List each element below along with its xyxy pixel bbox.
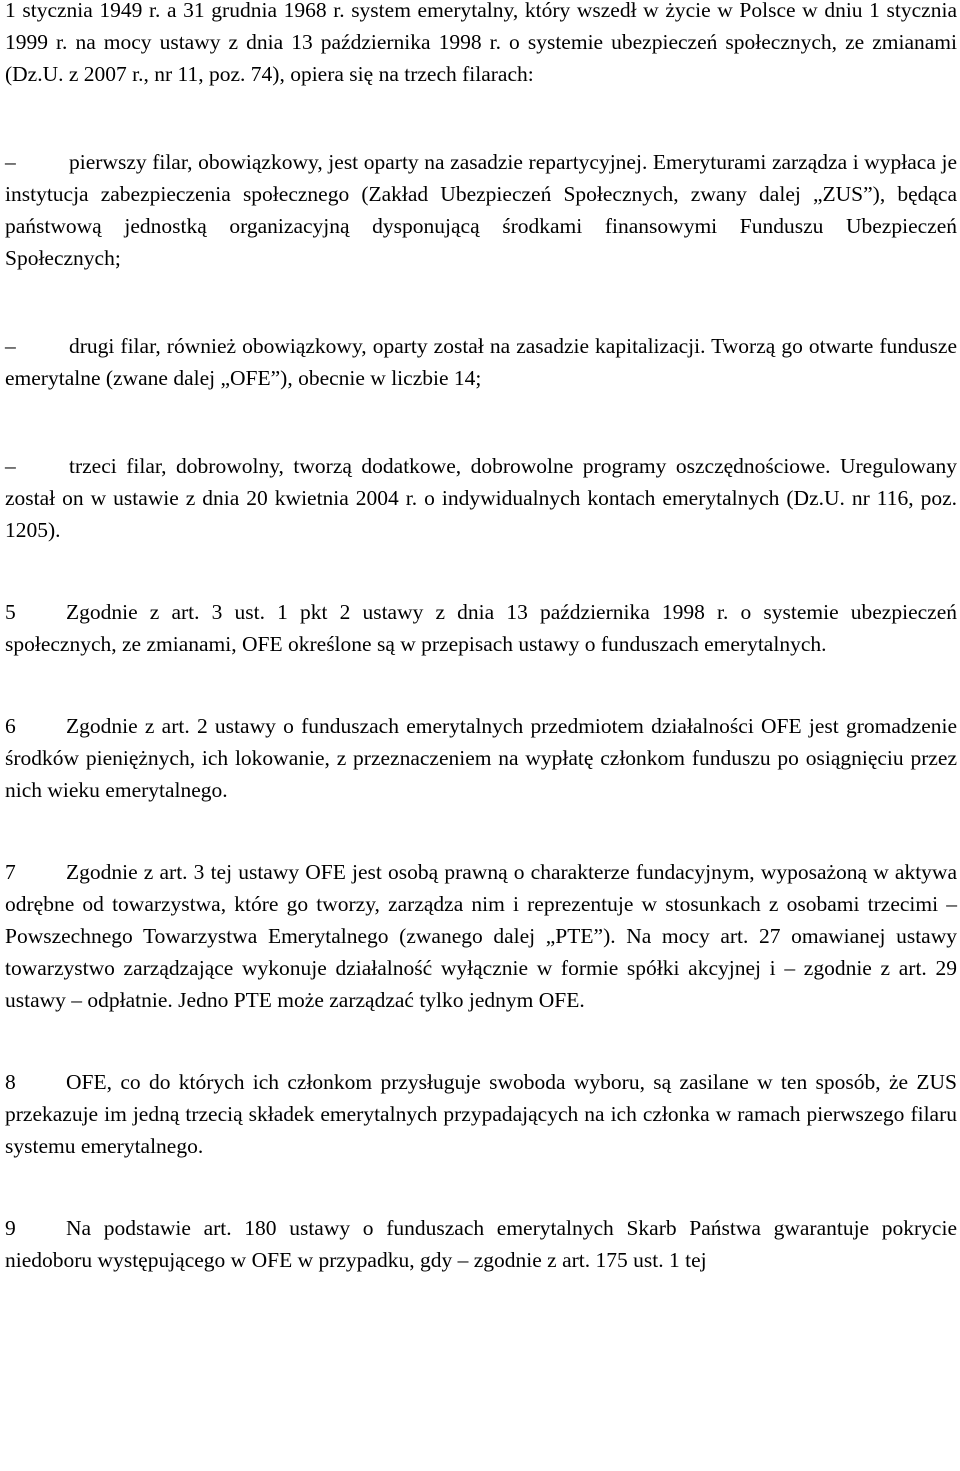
bullet-first-pillar xyxy=(5,146,957,274)
footnote-text: Na podstawie art. 180 ustawy o funduszach emerytalnych Skarb Państwa gwarantuje pokrycie niedoboru występującego w OFE w przypadku, gdy – zgodnie z art. 175 ust. 1 tej xyxy=(5,1216,957,1272)
footnote-text: Zgodnie z art. 2 ustawy o funduszach emerytalnych przedmiotem działalności OFE jest gromadzenie środków pieniężnych, ich lokowanie, z przeznaczeniem na wypłatę członkom funduszu po osiągnięciu przez nich wieku emerytalnego. xyxy=(5,714,957,802)
footnote-8 xyxy=(5,1066,957,1162)
document-page xyxy=(5,0,957,1276)
intro-paragraph: 1 stycznia 1949 r. a 31 grudnia 1968 r. system emerytalny, który wszedł w życie w Polsce w dniu 1 stycznia 1999 r. na mocy ustawy z dnia 13 października 1998 r. o systemie ubezpieczeń społecznych, ze zmianami (Dz.U. z 2007 r., nr 11, poz. 74), opiera się na trzech filarach: xyxy=(5,0,957,86)
footnote-7 xyxy=(5,856,957,1016)
footnote-text: Zgodnie z art. 3 tej ustawy OFE jest osobą prawną o charakterze fundacyjnym, wyposażoną w aktywa odrębne od towarzystwa, które go tworzy, zarządza nim i reprezentuje w stosunkach z osobami trzecimi – Powszechnego Towarzystwa Emerytalnego (zwanego dalej „PTE”). Na mocy art. 27 omawianej ustawy towarzystwo zarządzające wykonuje działalność wyłącznie w formie spółki akcyjnej i – zgodnie z art. 29 ustawy – odpłatnie. Jedno PTE może zarządzać tylko jednym OFE. xyxy=(5,860,957,1012)
footnote-number: 6 xyxy=(5,714,16,738)
bullet-third-pillar xyxy=(5,450,957,546)
bullet-text: drugi filar, również obowiązkowy, oparty został na zasadzie kapitalizacji. Tworzą go otwarte fundusze emerytalne (zwane dalej „OFE”), obecnie w liczbie 14; xyxy=(5,334,957,390)
footnote-9 xyxy=(5,1212,957,1276)
footnote-number: 8 xyxy=(5,1070,16,1094)
footnote-number: 9 xyxy=(5,1216,16,1240)
bullet-text: pierwszy filar, obowiązkowy, jest oparty na zasadzie repartycyjnej. Emeryturami zarządza i wypłaca je instytucja zabezpieczenia społecznego (Zakład Ubezpieczeń Społecznych, zwany dalej „ZUS”), będąca państwową jednostką organizacyjną dysponującą środkami finansowymi Funduszu Ubezpieczeń Społecznych; xyxy=(5,150,957,270)
bullet-dash: – xyxy=(5,334,16,358)
footnote-number: 7 xyxy=(5,860,16,884)
footnote-text: OFE, co do których ich członkom przysługuje swoboda wyboru, są zasilane w ten sposób, że ZUS przekazuje im jedną trzecią składek emerytalnych przypadających na ich członka w ramach pierwszego filaru systemu emerytalnego. xyxy=(5,1070,957,1158)
bullet-dash: – xyxy=(5,454,16,478)
bullet-second-pillar xyxy=(5,330,957,394)
footnote-text: Zgodnie z art. 3 ust. 1 pkt 2 ustawy z dnia 13 października 1998 r. o systemie ubezpieczeń społecznych, ze zmianami, OFE określone są w przepisach ustawy o funduszach emerytalnych. xyxy=(5,600,957,656)
footnote-5 xyxy=(5,596,957,660)
footnote-number: 5 xyxy=(5,600,16,624)
bullet-dash: – xyxy=(5,150,16,174)
bullet-text: trzeci filar, dobrowolny, tworzą dodatkowe, dobrowolne programy oszczędnościowe. Uregulowany został on w ustawie z dnia 20 kwietnia 2004 r. o indywidualnych kontach emerytalnych (Dz.U. nr 116, poz. 1205). xyxy=(5,454,957,542)
footnote-6 xyxy=(5,710,957,806)
